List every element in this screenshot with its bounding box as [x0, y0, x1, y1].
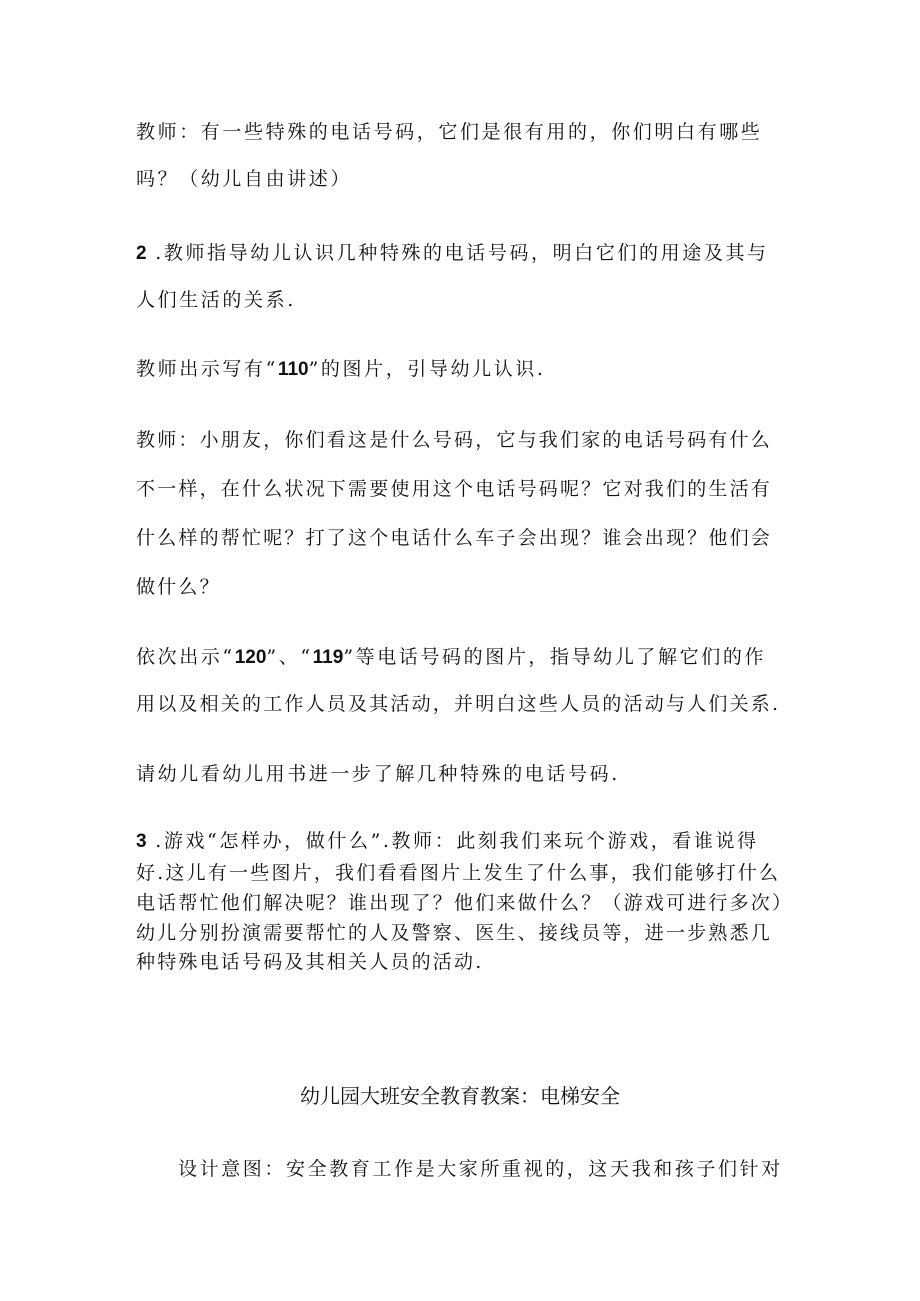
- para2-number: 2: [136, 243, 147, 264]
- para3-pre: 教师出示写有“: [136, 358, 278, 380]
- para2-line1-text: .教师指导幼儿认识几种特殊的电话号码，明白它们的用途及其与: [155, 242, 769, 264]
- para3-line1: [136, 357, 546, 382]
- para5-line2: 用以及相关的工作人员及其活动，并明白这些人员的活动与人们关系.: [136, 693, 781, 715]
- section-intro: 设计意图：安全教育工作是大家所重视的，这天我和孩子们针对: [178, 1158, 783, 1180]
- para5-line1: [136, 645, 766, 670]
- para7-line2: 好.这儿有一些图片，我们看看图片上发生了什么事，我们能够打什么: [136, 862, 781, 884]
- para1-line1: 教师：有一些特殊的电话号码，它们是很有用的，你们明白有哪些: [136, 121, 763, 143]
- para4-line2: 不一样，在什么状况下需要使用这个电话号码呢？它对我们的生活有: [136, 478, 773, 500]
- para4-line4: 做什么？: [136, 576, 221, 598]
- para5-mid: ”、“: [266, 646, 313, 668]
- para7-line1-text: .游戏“怎样办，做什么”.教师：此刻我们来玩个游戏，看谁说得: [155, 830, 759, 852]
- para7-line3: 电话帮忙他们解决呢？谁出现了？他们来做什么？（游戏可进行多次）: [136, 892, 794, 914]
- para5-code2: 119: [312, 647, 344, 668]
- para7-line5: 种特殊电话号码及其相关人员的活动.: [136, 951, 484, 973]
- para4-line1: 教师：小朋友，你们看这是什么号码，它与我们家的电话号码有什么: [136, 429, 773, 451]
- section-title: 幼儿园大班安全教育教案：电梯安全: [300, 1084, 620, 1108]
- para6-line1: 请幼儿看幼儿用书进一步了解几种特殊的电话号码.: [136, 763, 620, 785]
- para5-post: ”等电话号码的图片，指导幼儿了解它们的作: [343, 646, 767, 668]
- para7-line1: [136, 829, 759, 854]
- para5-code1: 120: [234, 647, 267, 668]
- para7-line4: 幼儿分别扮演需要帮忙的人及警察、医生、接线员等，进一步熟悉几: [136, 922, 773, 944]
- para3-code: 110: [277, 359, 309, 380]
- para2-line2: 人们生活的关系.: [136, 289, 296, 311]
- para7-number: 3: [136, 831, 147, 852]
- para2-line1: [136, 241, 769, 266]
- para3-post: ”的图片，引导幼儿认识.: [308, 358, 546, 380]
- para5-pre: 依次出示“: [136, 646, 235, 668]
- para1-line2: 吗？（幼儿自由讲述）: [136, 168, 353, 190]
- para4-line3: 什么样的帮忙呢？打了这个电话什么车子会出现？谁会出现？他们会: [136, 527, 773, 549]
